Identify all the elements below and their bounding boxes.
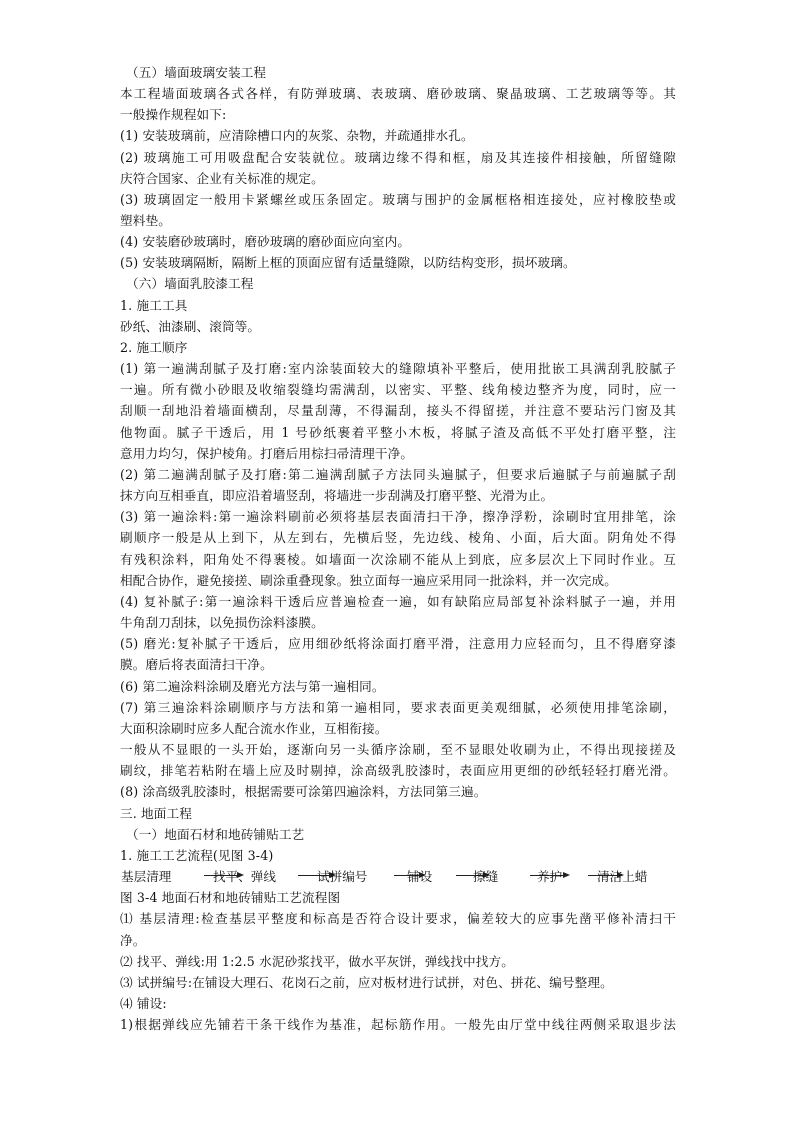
list-item-paint-1: (1) 第一遍满刮腻子及打磨:室内涂装面较大的缝隙填补平整后，使用批嵌工具满刮乳胶腻子	[120, 361, 676, 376]
flow-step: 擦缝	[473, 869, 499, 884]
text-line: 1)根据弹线应先铺若干条干线作为基准，起标筋作用。一般先由厅堂中线往两侧采取退步法	[120, 1017, 676, 1032]
text-line: 有残积涂料，阳角处不得裹棱。如墙面一次涂刷不能从上到底，应多层次上下同时作业。互	[120, 552, 676, 567]
list-item-paint-5: (5) 磨光:复补腻子干透后，应用细砂纸将涂面打磨平滑，注意用力应轻而匀，且不得磨穿漆	[120, 636, 676, 651]
flow-step: 养护	[537, 869, 563, 884]
list-item-floor-4: ⑷ 铺设:	[120, 996, 167, 1011]
text-line: 刷纹，排笔若粘附在墙上应及时剔掉，涂高级乳胶漆时，表面应用更细的砂纸轻轻打磨光滑。	[120, 763, 676, 778]
list-item-paint-8: (8) 涂高级乳胶漆时，根据需要可涂第四遍涂料，方法同第三遍。	[120, 784, 487, 799]
text-line: 他物面。腻子干透后，用 1 号砂纸裹着平整小木板，将腻子渣及高低不平处打磨平整，注	[120, 425, 676, 440]
flow-step: 清洁上蜡	[597, 869, 648, 884]
heading-floor-works: 三. 地面工程	[120, 806, 193, 821]
text-line: 净。	[120, 933, 146, 948]
text-line: 一般操作规程如下:	[120, 107, 227, 122]
list-item-glass-1: (1) 安装玻璃前，应清除槽口内的灰浆、杂物，并疏通排水孔。	[120, 128, 474, 143]
heading-stone-tile: （一）地面石材和地砖铺贴工艺	[126, 827, 305, 842]
list-item-floor-3: ⑶ 试拼编号:在铺设大理石、花岗石之前，应对板材进行试拼，对色、拼花、编号整理。	[120, 975, 613, 990]
text-line: 大面积涂刷时应多人配合流水作业，互相衔接。	[120, 721, 388, 736]
list-item-glass-2: (2) 玻璃施工可用吸盘配合安装就位。玻璃边缘不得和框，扇及其连接件相接触，所留缝隙	[120, 150, 676, 165]
process-flowchart	[120, 866, 676, 884]
subheading-sequence: 2. 施工顺序	[120, 340, 188, 355]
text-line: 意用力均匀，保护棱角。打磨后用棕扫帚清理干净。	[120, 446, 414, 461]
text-line: 本工程墙面玻璃各式各样，有防弹玻璃、表玻璃、磨砂玻璃、聚晶玻璃、工艺玻璃等等。其	[120, 86, 676, 101]
flow-step: 找平、弹线	[213, 869, 276, 884]
list-item-paint-3: (3) 第一遍涂料:第一遍涂料刷前必须将基层表面清扫干净，擦净浮粉，涂刷时宜用排笔，涂	[120, 509, 676, 524]
text-line: 庆符合国家、企业有关标准的规定。	[120, 171, 324, 186]
text-line: 砂纸、油漆刷、滚筒等。	[120, 319, 261, 334]
text-line: 刷顺序一般是从上到下，从左到右，先横后竖，先边线、棱角、小面，后大面。阴角处不得	[120, 530, 676, 545]
heading-latex-paint: （六）墙面乳胶漆工程	[126, 276, 254, 291]
flow-step: 铺设	[407, 869, 433, 884]
subheading-tools: 1. 施工工具	[120, 298, 188, 313]
flow-step: 基层清理	[121, 869, 172, 884]
subheading-process-flow: 1. 施工工艺流程(见图 3-4)	[120, 848, 274, 863]
text-line: 塑料垫。	[120, 213, 171, 228]
text-line: 相配合协作，避免接搓、刷涂重叠现象。独立面每一遍应采用同一批涂料，并一次完成。	[120, 573, 618, 588]
list-item-paint-7: (7) 第三遍涂料涂刷顺序与方法和第一遍相同，要求表面更美观细腻，必须使用排笔涂刷，	[120, 700, 676, 715]
list-item-paint-6: (6) 第二遍涂料涂刷及磨光方法与第一遍相同。	[120, 679, 385, 694]
heading-glass-install: （五）墙面玻璃安装工程	[126, 65, 267, 80]
flow-step: 试拼编号	[317, 869, 368, 884]
text-line: 刮顺一刮地沿着墙面横刮，尽量刮薄，不得漏刮，接头不得留搓，并注意不要玷污门窗及其	[120, 403, 676, 418]
list-item-paint-2: (2) 第二遍满刮腻子及打磨:第二遍满刮腻子方法同头遍腻子，但要求后遍腻子与前遍腻子刮	[120, 467, 676, 482]
text-line: 膜。磨后将表面清扫干净。	[120, 657, 273, 672]
text-line: 一遍。所有微小砂眼及收缩裂缝均需满刮，以密实、平整、线角棱边整齐为度，同时，应一	[120, 382, 676, 397]
list-item-paint-4: (4) 复补腻子:第一遍涂料干透后应普遍检查一遍，如有缺陷应局部复补涂料腻子一遍，并用	[120, 594, 676, 609]
list-item-glass-4: (4) 安装磨砂玻璃时，磨砂玻璃的磨砂面应向室内。	[120, 234, 411, 249]
list-item-glass-3: (3) 玻璃固定一般用卡紧螺丝或压条固定。玻璃与围护的金属框格相连接处，应衬橡胶垫或	[120, 192, 676, 207]
text-line: 抹方向互相垂直，即应沿着墙竖刮，将墙进一步刮满及打磨平整、光滑为止。	[120, 488, 554, 503]
text-line: 一般从不显眼的一头开始，逐渐向另一头循序涂刷，至不显眼处收刷为止，不得出现接搓及	[120, 742, 676, 757]
figure-caption: 图 3-4 地面石材和地砖铺贴工艺流程图	[120, 890, 341, 905]
list-item-floor-2: ⑵ 找平、弹线:用 1:2.5 水泥砂浆找平，做水平灰饼，弹线找中找方。	[120, 954, 514, 969]
list-item-glass-5: (5) 安装玻璃隔断，隔断上框的顶面应留有适量缝隙，以防结构变形，损坏玻璃。	[120, 255, 576, 270]
list-item-floor-1: ⑴ 基层清理:检查基层平整度和标高是否符合设计要求，偏差较大的应事先凿平修补清扫干	[120, 911, 676, 926]
text-line: 牛角刮刀刮抹，以免损伤涂料漆膜。	[120, 615, 324, 630]
